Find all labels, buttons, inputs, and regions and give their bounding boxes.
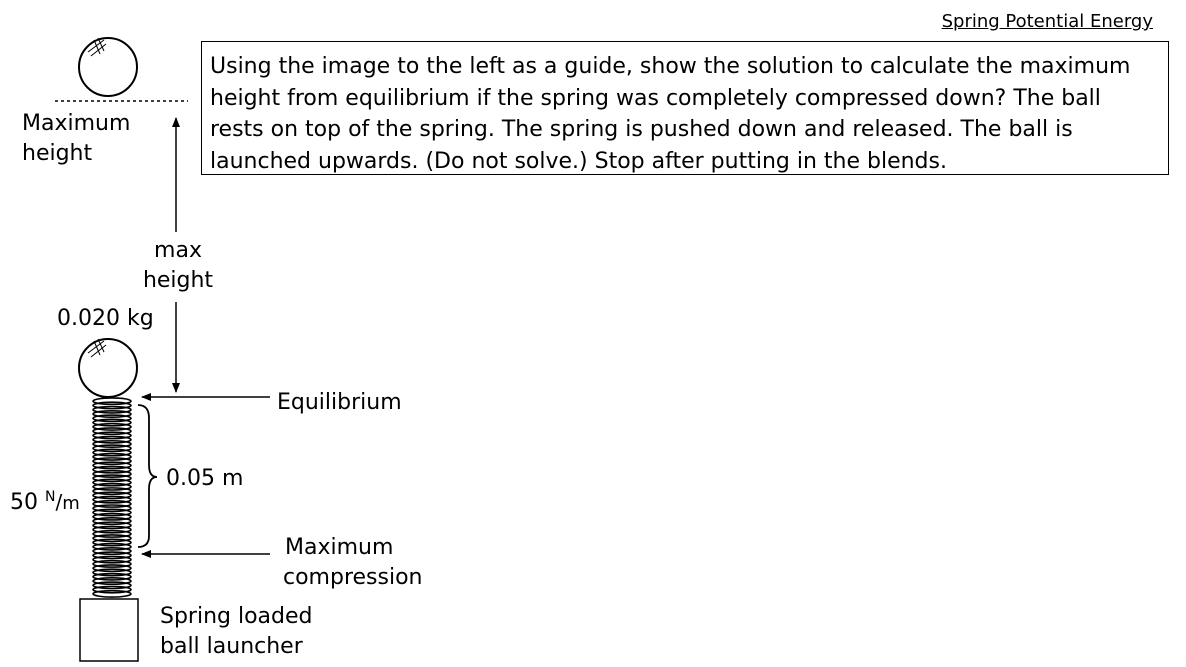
mass-label: 0.020 kg bbox=[57, 306, 154, 331]
spring-constant-unit-numerator: N bbox=[45, 489, 56, 505]
max-height-arrow-label: max height bbox=[142, 238, 214, 293]
question-line: Using the image to the left as a guide, show the solution to calculate the maximum bbox=[210, 54, 1131, 79]
launcher-label: Spring loaded ball launcher bbox=[160, 604, 313, 659]
spring-constant-label bbox=[10, 487, 80, 519]
equilibrium-label: Equilibrium bbox=[277, 390, 402, 415]
ball-at-max-height bbox=[79, 38, 137, 96]
max-compression-label: Maximum compression bbox=[283, 535, 423, 590]
ball-launcher-box bbox=[80, 599, 138, 661]
question-line: launched upwards. (Do not solve.) Stop after putting in the blends. bbox=[210, 148, 947, 174]
maximum-height-label: Maximum height bbox=[22, 111, 131, 166]
page-title: Spring Potential Energy bbox=[941, 11, 1153, 32]
spring-coil bbox=[93, 591, 131, 597]
compression-distance-label: 0.05 m bbox=[166, 466, 244, 491]
spring-constant-unit-denominator: m bbox=[62, 493, 80, 514]
ball-on-spring bbox=[79, 339, 137, 397]
spring-constant-unit-separator: / bbox=[55, 490, 63, 514]
question-line: rests on top of the spring. The spring is pushed down and released. The ball is bbox=[210, 117, 1073, 142]
compression-brace bbox=[138, 405, 157, 547]
spring-constant-value: 50 bbox=[10, 490, 38, 515]
spring bbox=[93, 398, 131, 597]
question-line: height from equilibrium if the spring was completely compressed down? The ball bbox=[210, 85, 1101, 111]
